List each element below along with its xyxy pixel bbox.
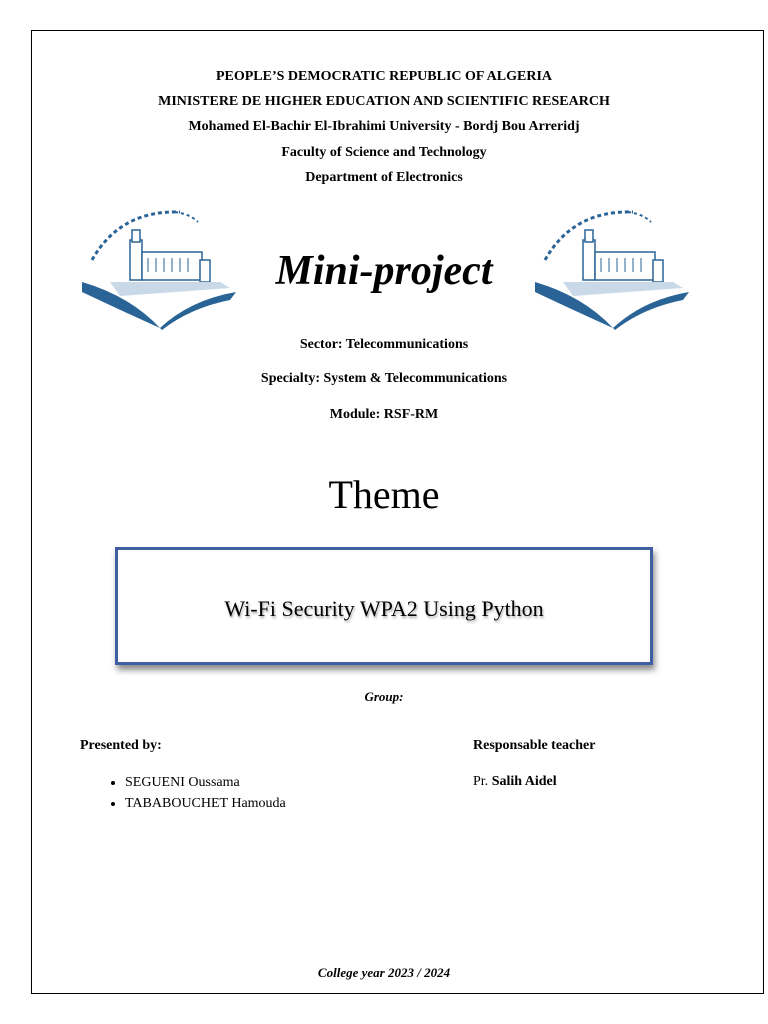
student-item: • TABABOUCHET Hamouda [125,793,286,814]
group-label: Group: [364,689,404,704]
specialty-line: Specialty: System & Telecommunications [260,371,508,386]
header-faculty: Faculty of Science and Technology [281,145,487,160]
student-item: • SEGUENI Oussama [125,772,286,793]
header-department: Department of Electronics [305,170,463,185]
theme-text: Wi-Fi Security WPA2 Using Python [224,596,544,621]
presented-by-label: Presented by: [80,738,162,753]
module-line: Module: RSF-RM [329,407,439,422]
college-year: College year 2023 / 2024 [317,965,451,980]
teacher-title: Pr. [473,774,489,789]
document-title: Mini-project [275,248,493,294]
teacher-name: Salih Aidel [491,774,557,789]
sector-line: Sector: Telecommunications [299,337,469,352]
theme-heading: Theme [328,472,440,517]
header-ministry: MINISTERE DE HIGHER EDUCATION AND SCIENTIFIC RESEARCH [158,94,610,109]
student-list [80,772,286,814]
theme-box [115,547,653,665]
teacher-label: Responsable teacher [473,738,596,753]
header-country: PEOPLE’S DEMOCRATIC REPUBLIC OF ALGERIA [215,69,553,84]
header-university: Mohamed El-Bachir El-Ibrahimi University - Bordj Bou Arreridj [188,119,580,134]
teacher-line [473,773,557,791]
